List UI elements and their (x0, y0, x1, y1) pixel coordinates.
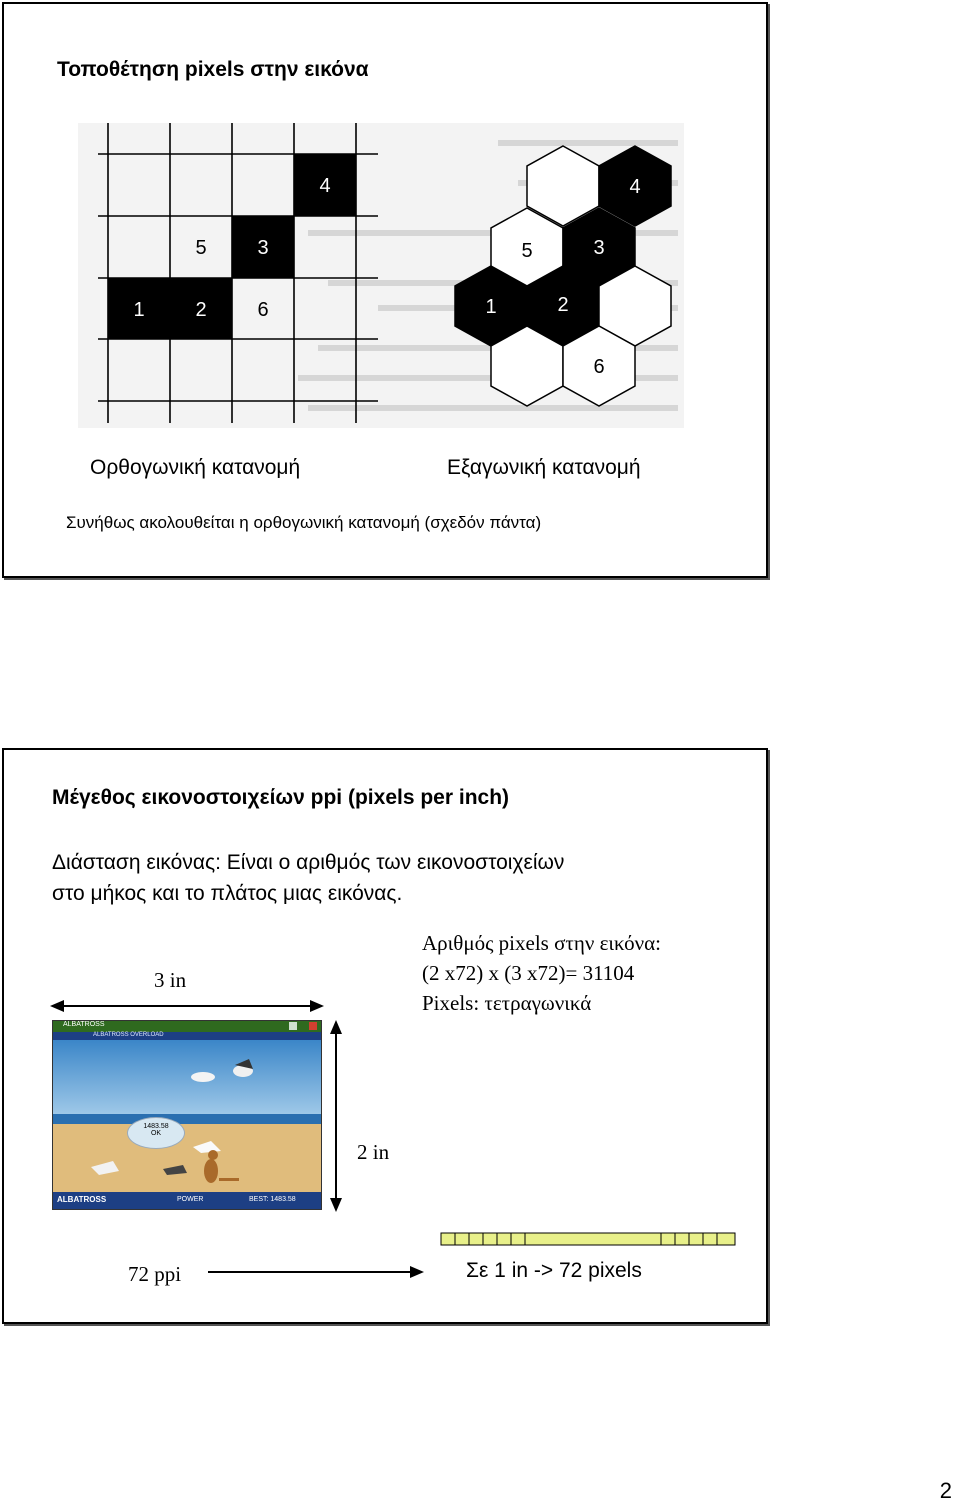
pixel-arrangement-illustration (78, 123, 684, 428)
width-arrow (50, 996, 324, 1016)
score-bubble-value: 1483.58 (143, 1123, 169, 1130)
width-label: 3 in (154, 968, 187, 992)
grid-number-2: 2 (195, 299, 207, 321)
hex-number-3: 3 (593, 237, 605, 259)
ppi-label: 72 ppi (128, 1262, 182, 1286)
game-logo: ALBATROSS (57, 1195, 107, 1204)
grid-number-6: 6 (257, 299, 269, 321)
best-label: BEST: 1483.58 (249, 1196, 296, 1203)
body-line-2: στο μήκος και το πλάτος μιας εικόνας. (52, 882, 403, 905)
info-line-3: Pixels: τετραγωνικά (422, 991, 592, 1015)
game-status-bar (53, 1192, 321, 1209)
caption-rectangular: Ορθογωνική κατανομή (90, 456, 301, 479)
hex-number-5: 5 (521, 240, 533, 262)
caption-hexagonal: Εξαγωνική κατανομή (447, 456, 641, 479)
slide1-note: Συνήθως ακολουθείται η ορθογωνική κατανομή (σχεδόν πάντα) (66, 513, 542, 532)
grid-number-3: 3 (257, 237, 269, 259)
window-title-text: ALBATROSS (63, 1021, 105, 1028)
game-screenshot (52, 1020, 322, 1210)
info-line-1: Αριθμός pixels στην εικόνα: (422, 931, 661, 955)
grid-number-1: 1 (133, 299, 145, 321)
grid-number-5: 5 (195, 237, 207, 259)
hex-number-1: 1 (485, 296, 497, 318)
page-number: 2 (939, 1478, 952, 1503)
hex-number-4: 4 (629, 176, 641, 198)
slide1-title: Τοποθέτηση pixels στην εικόνα (57, 58, 369, 81)
grid-number-4: 4 (319, 175, 331, 197)
game-header-text: ALBATROSS OVERLOAD (93, 1032, 164, 1038)
pixel-bar (440, 1232, 736, 1246)
ppi-arrow (208, 1262, 424, 1282)
game-sprites (53, 1021, 321, 1209)
info-line-2: (2 x72) x (3 x72)= 31104 (422, 961, 635, 985)
power-label: POWER (177, 1196, 204, 1203)
height-label: 2 in (357, 1140, 390, 1164)
hex-number-2: 2 (557, 294, 569, 316)
conversion-label: Σε 1 in -> 72 pixels (466, 1259, 642, 1282)
hex-number-6: 6 (593, 356, 605, 378)
slide2-body (52, 847, 564, 909)
height-arrow (326, 1020, 346, 1212)
slide2-title: Μέγεθος εικονοστοιχείων ppi (pixels per inch) (52, 786, 510, 809)
body-line-1: Διάσταση εικόνας: Είναι ο αριθμός των εικονοστοιχείων (52, 851, 565, 874)
score-bubble-ok: OK (150, 1130, 162, 1137)
info-block (422, 928, 661, 1018)
